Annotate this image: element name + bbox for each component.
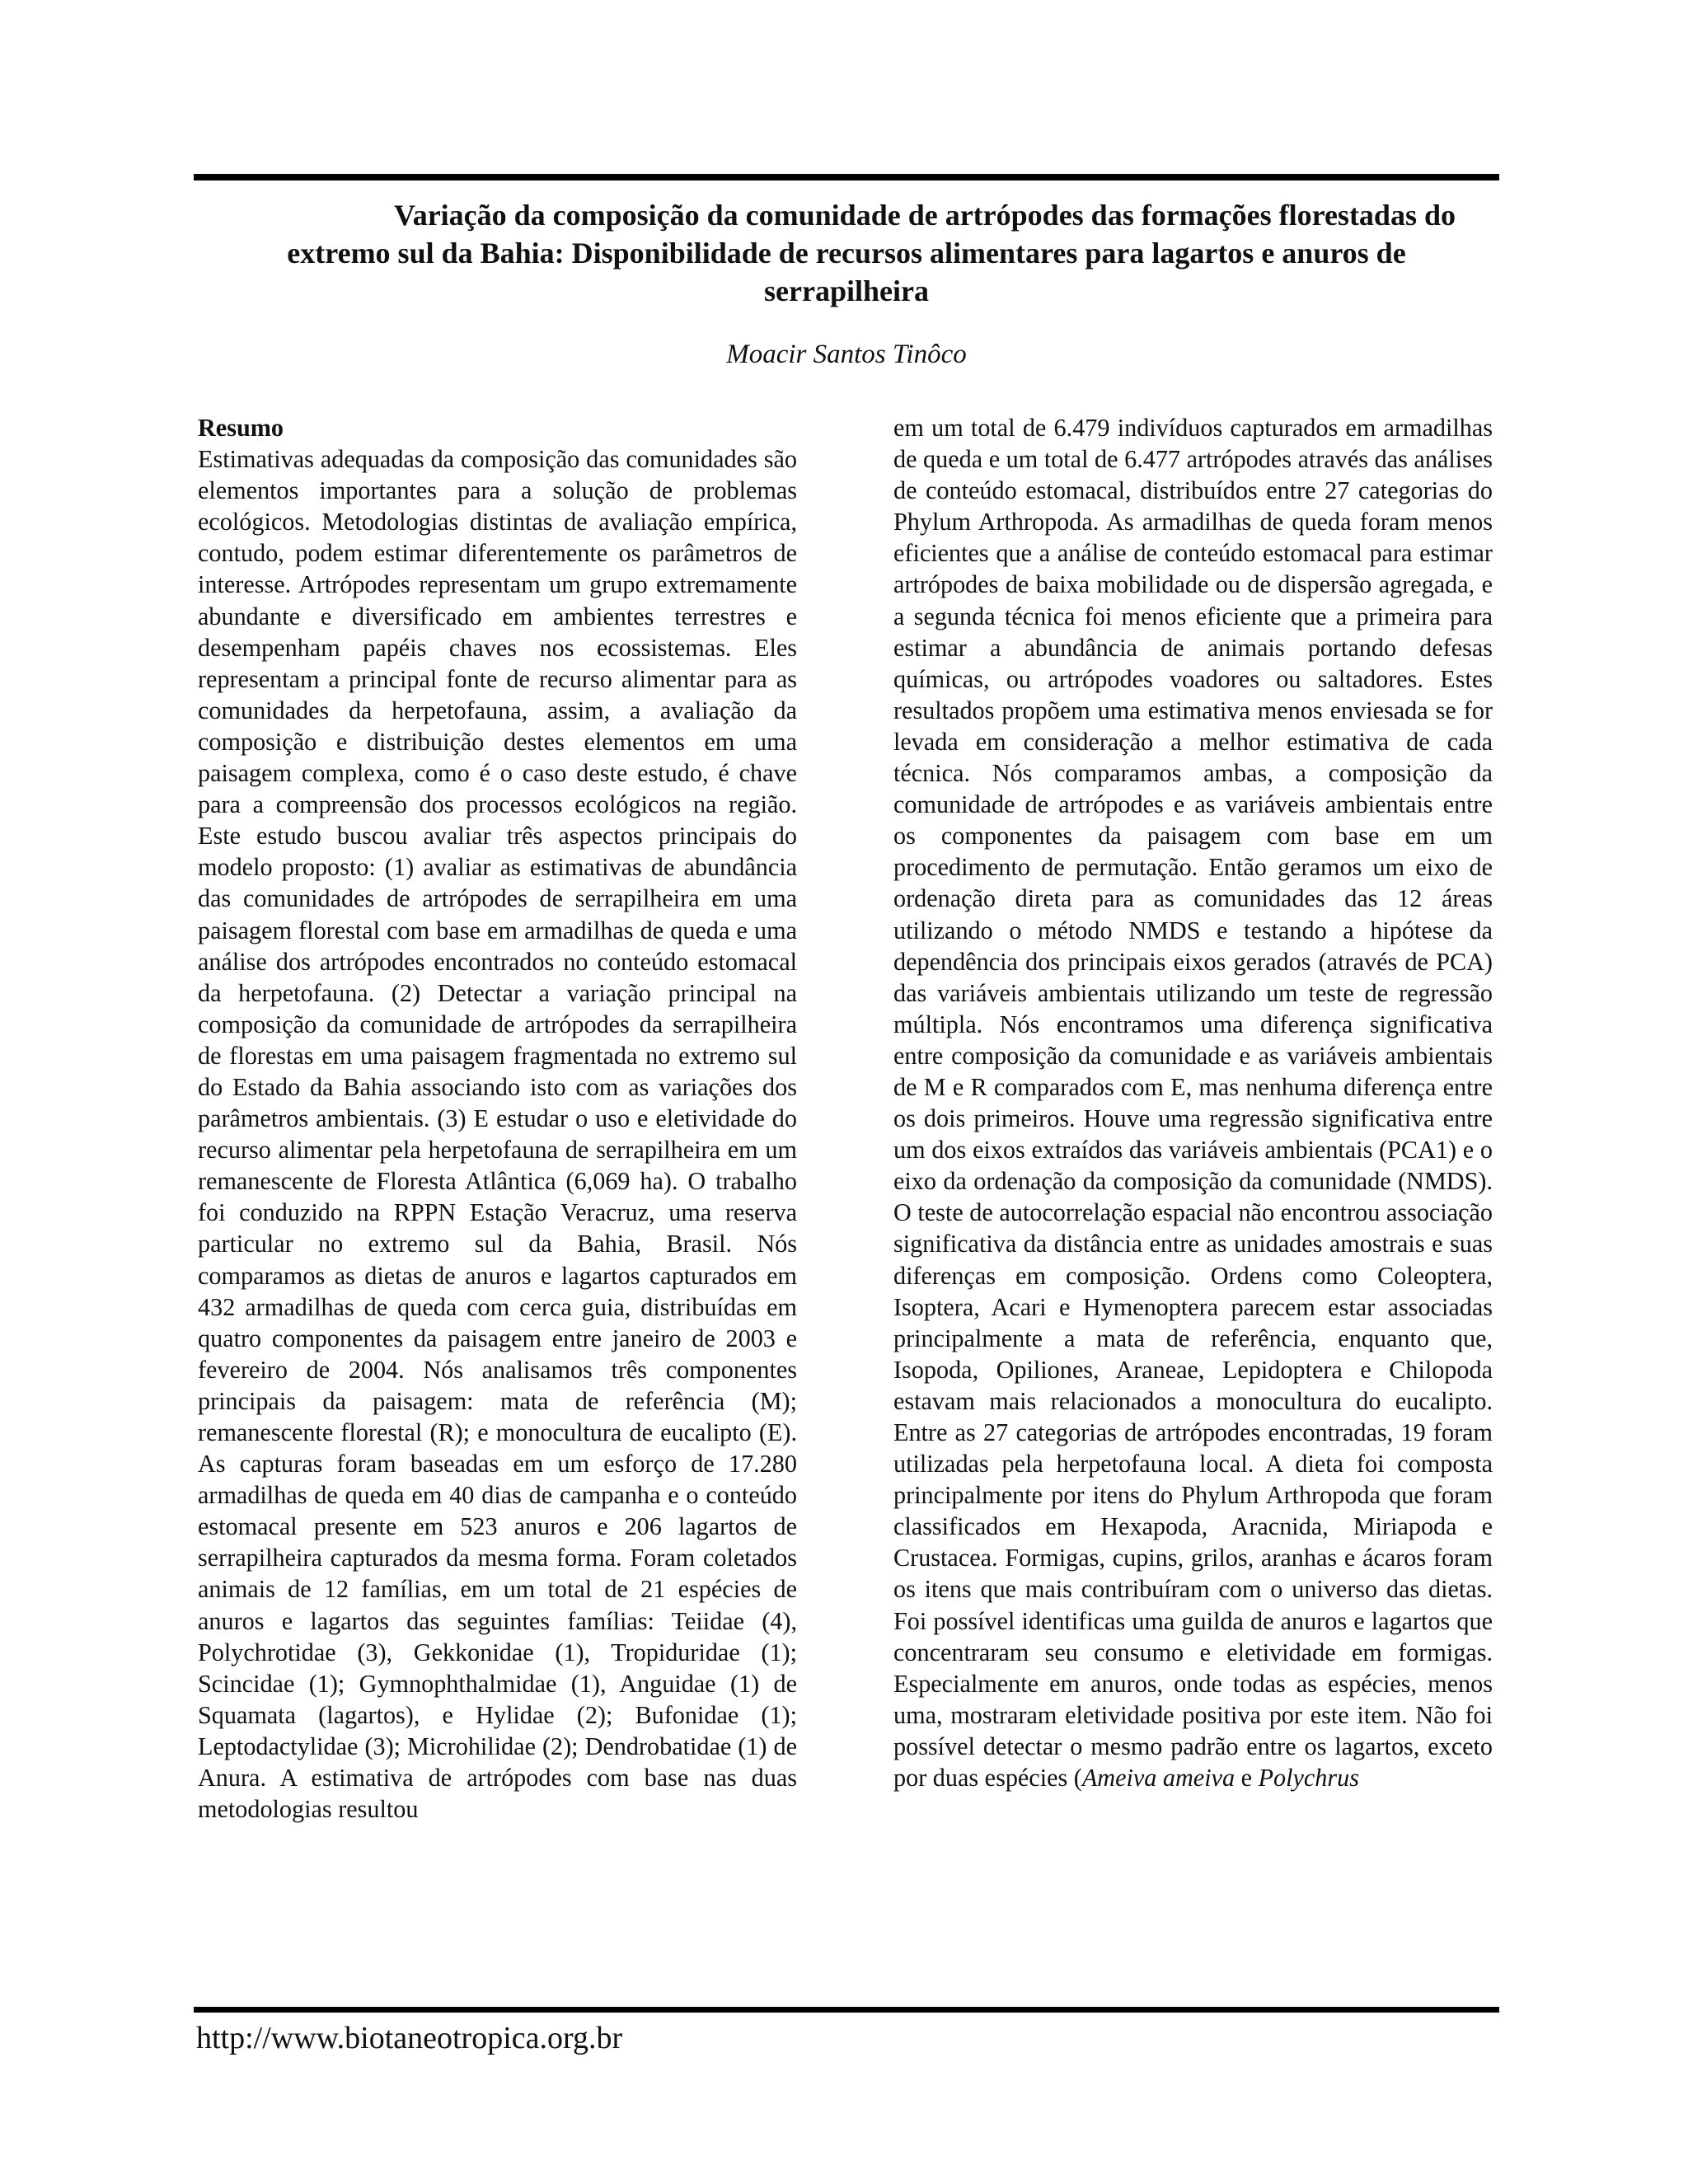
title-line-2: extremo sul da Bahia: Disponibilidade de recursos alimentares para lagartos e anuros de <box>287 237 1406 269</box>
article-title <box>194 196 1499 310</box>
abstract-heading: Resumo <box>198 414 284 442</box>
abstract-left-text: Estimativas adequadas da composição das comunidades são elementos importantes para a solução de problemas ecológicos. Metodologias distintas de avaliação empírica, contudo, podem estimar diferentemente os parâmetros de interesse. Artrópodes representam um grupo extremamente abundante e diversificado em ambientes terrestres e desempenham papéis chaves nos ecossistemas. Eles representam a principal fonte de recurso alimentar para as comunidades da herpetofauna, assim, a avaliação da composição e distribuição destes elementos em uma paisagem complexa, como é o caso deste estudo, é chave para a compreensão dos processos ecológicos na região. Este estudo buscou avaliar três aspectos principais do modelo proposto: (1) avaliar as estimativas de abundância das comunidades de artrópodes de serrapilheira em uma paisagem florestal com base em armadilhas de queda e uma análise dos artrópodes encontrados no conteúdo estomacal da herpetofauna. (2) Detectar a variação principal na composição da comunidade de artrópodes da serrapilheira de florestas em uma paisagem fragmentada no extremo sul do Estado da Bahia associando isto com as variações dos parâmetros ambientais. (3) E estudar o uso e eletividade do recurso alimentar pela herpetofauna de serrapilheira em um remanescente de Floresta Atlântica (6,069 ha). O trabalho foi conduzido na RPPN Estação Veracruz, uma reserva particular no extremo sul da Bahia, Brasil. Nós comparamos as dietas de anuros e lagartos capturados em 432 armadilhas de queda com cerca guia, distribuídas em quatro componentes da paisagem entre janeiro de 2003 e fevereiro de 2004. Nós analisamos três componentes principais da paisagem: mata de referência (M); remanescente florestal (R); e monocultura de eucalipto (E). As capturas foram baseadas em um esforço de 17.280 armadilhas de queda em 40 dias de campanha e o conteúdo estomacal presente em 523 anuros e 206 lagartos de serrapilheira capturados da mesma forma. Foram coletados animais de 12 famílias, em um total de 21 espécies de anuros e lagartos das seguintes famílias: Teiidae (4), Polychrotidae (3), Gekkonidae (1), Tropiduridae (1); Scincidae (1); Gymnophthalmidae (1), Anguidae (1) de Squamata (lagartos), e Hylidae (2); Bufonidae (1); Leptodactylidae (3); Microhilidae (2); Dendrobatidae (1) de Anura. A estimativa de artrópodes com base nas duas metodologias resultou <box>198 445 797 1824</box>
species-name-polychrus: Polychrus <box>1258 1764 1359 1793</box>
top-rule <box>194 174 1499 180</box>
conjunction: e <box>1235 1764 1259 1793</box>
species-name-ameiva: Ameiva ameiva <box>1081 1764 1236 1793</box>
title-line-3: serrapilheira <box>764 274 929 307</box>
abstract-right-paragraph <box>893 412 1493 1793</box>
abstract-left-column <box>198 412 797 1825</box>
abstract-right-text: em um total de 6.479 indivíduos capturados em armadilhas de queda e um total de 6.477 artrópodes através das análises de conteúdo estomacal, distribuídos entre 27 categorias do Phylum Arthropoda. As armadilhas de queda foram menos eficientes que a análise de conteúdo estomacal para estimar artrópodes de baixa mobilidade ou de dispersão agregada, e a segunda técnica foi menos eficiente que a primeira para estimar a abundância de animais portando defesas químicas, ou artrópodes voadores ou saltadores. Estes resultados propõem uma estimativa menos enviesada se for levada em consideração a melhor estimativa de cada técnica. Nós comparamos ambas, a composição da comunidade de artrópodes e as variáveis ambientais entre os componentes da paisagem com base em um procedimento de permutação. Então geramos um eixo de ordenação direta para as comunidades das 12 áreas utilizando o método NMDS e testando a hipótese da dependência dos principais eixos gerados (através de PCA) das variáveis ambientais utilizando um teste de regressão múltipla. Nós encontramos uma diferença significativa entre composição da comunidade e as variáveis ambientais de M e R comparados com E, mas nenhuma diferença entre os dois primeiros. Houve uma regressão significativa entre um dos eixos extraídos das variáveis ambientais (PCA1) e o eixo da ordenação da composição da comunidade (NMDS). O teste de autocorrelação espacial não encontrou associação significativa da distância entre as unidades amostrais e suas diferenças em composição. Ordens como Coleoptera, Isoptera, Acari e Hymenoptera parecem estar associadas principalmente a mata de referência, enquanto que, Isopoda, Opiliones, Araneae, Lepidoptera e Chilopoda estavam mais relacionados a monocultura do eucalipto. Entre as 27 categorias de artrópodes encontradas, 19 foram utilizadas pela herpetofauna local. A dieta foi composta principalmente por itens do Phylum Arthropoda que foram classificados em Hexapoda, Aracnida, Miriapoda e Crustacea. Formigas, cupins, grilos, aranhas e ácaros foram os itens que mais contribuíram com o universo das dietas. Foi possível identificas uma guilda de anuros e lagartos que concentraram seu consumo e eletividade em formigas. Especialmente em anuros, onde todas as espécies, menos uma, mostraram eletividade positiva por este item. Não foi possível detectar o mesmo padrão entre os lagartos, exceto por duas espécies ( <box>893 414 1493 1793</box>
abstract-right-column <box>893 412 1493 1793</box>
footer-url[interactable]: http://www.biotaneotropica.org.br <box>196 2021 623 2055</box>
bottom-rule <box>194 2007 1499 2013</box>
author-name: Moacir Santos Tinôco <box>726 340 967 369</box>
title-line-1: Variação da composição da comunidade de artrópodes das formações florestadas do <box>394 199 1456 232</box>
